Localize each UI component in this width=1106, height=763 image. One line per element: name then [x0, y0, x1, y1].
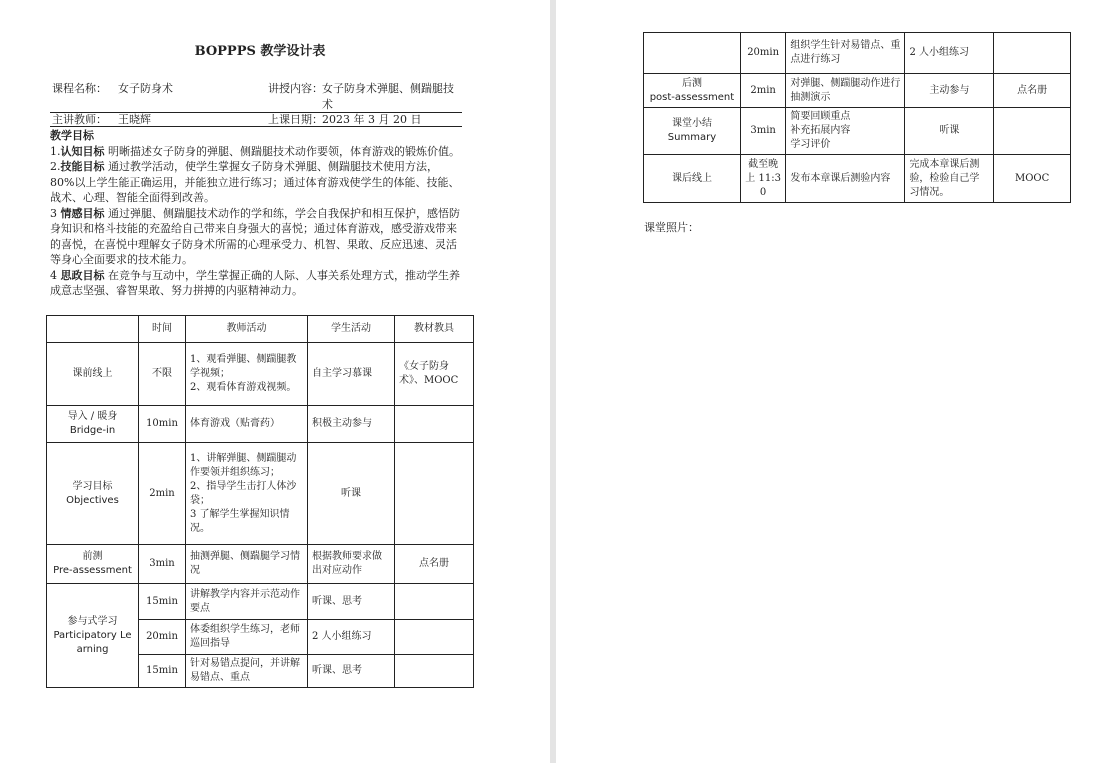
- time-cell: 15min: [139, 655, 186, 688]
- teacher-activity-cell: 1、讲解弹腿、侧踹腿动作要领并组织练习； 2、指导学生击打人体沙袋； 3 了解学生掌握知识情况。: [186, 443, 308, 545]
- material-cell: MOOC: [994, 155, 1071, 203]
- content-value: 女子防身术弹腿、侧踹腿技术: [322, 82, 454, 111]
- objective-2: 2.技能目标 通过教学活动，使学生掌握女子防身术弹腿、侧踹腿技术使用方法，80%以上学生能正确运用，并能独立进行练习；通过体育游戏使学生的体能、技能、战术、心理、智能全面得到改善。: [50, 160, 460, 204]
- objective-1: 1.认知目标 明晰描述女子防身的弹腿、侧踹腿技术动作要领，体育游戏的锻炼价值。: [50, 144, 460, 158]
- stage-cell: 后测 post-assessment: [644, 74, 741, 108]
- header-cell: [47, 316, 139, 343]
- material-cell: [994, 108, 1071, 155]
- table-row: [47, 406, 474, 443]
- date-label: 上课日期：: [268, 113, 323, 126]
- teacher-activity-cell: 对弹腿、侧踹腿动作进行抽测演示: [786, 74, 905, 108]
- material-cell: [994, 33, 1071, 74]
- class-photos-label: 课堂照片：: [644, 221, 699, 234]
- table-row: [47, 545, 474, 584]
- stage-cell: 课前线上: [47, 343, 139, 406]
- teacher-activity-cell: 体委组织学生练习，老师巡回指导: [186, 620, 308, 655]
- teacher-info-row: [50, 111, 462, 127]
- time-cell: 不限: [139, 343, 186, 406]
- student-activity-cell: 根据教师要求做出对应动作: [308, 545, 395, 584]
- teaching-objectives: [50, 128, 462, 299]
- stage-cell: [644, 33, 741, 74]
- table-row: [47, 343, 474, 406]
- time-cell: 2min: [139, 443, 186, 545]
- student-activity-cell: 2 人小组练习: [308, 620, 395, 655]
- date-value: 2023 年 3 月 20 日: [322, 113, 422, 126]
- student-activity-cell: 听课: [905, 108, 994, 155]
- teacher-activity-cell: 体育游戏（贴膏药）: [186, 406, 308, 443]
- header-cell: 教师活动: [186, 316, 308, 343]
- material-cell: 点名册: [994, 74, 1071, 108]
- objective-4: 4 思政目标 在竞争与互动中，学生掌握正确的人际、人事关系处理方式，推动学生养成意志坚强、睿智果敢、努力拼搏的内驱精神动力。: [50, 268, 460, 297]
- stage-cell: 学习目标 Objectives: [47, 443, 139, 545]
- header-cell: 时间: [139, 316, 186, 343]
- document-title: BOPPPS 教学设计表: [194, 44, 326, 59]
- objectives-heading: 教学目标: [50, 129, 94, 142]
- material-cell: [395, 655, 474, 688]
- teacher-activity-cell: 发布本章课后测验内容: [786, 155, 905, 203]
- stage-cell: 课堂小结 Summary: [644, 108, 741, 155]
- stage-cell: 前测 Pre-assessment: [47, 545, 139, 584]
- time-cell: 3min: [740, 108, 785, 155]
- stage-cell: 导入 / 暖身 Bridge-in: [47, 406, 139, 443]
- teacher-activity-cell: 简要回顾重点 补充拓展内容 学习评价: [786, 108, 905, 155]
- time-cell: 截至晚上 11:30: [740, 155, 785, 203]
- student-activity-cell: 听课: [308, 443, 395, 545]
- time-cell: 20min: [139, 620, 186, 655]
- time-cell: 2min: [740, 74, 785, 108]
- table-header-row: [47, 316, 474, 343]
- content-label: 讲授内容：: [268, 82, 323, 95]
- objective-3: 3 情感目标 通过弹腿、侧踹腿技术动作的学和练，学会自我保护和相互保护，感悟防身知识和格斗技能的充盈给自己带来自身强大的喜悦；通过体育游戏，感受游戏带来的喜悦，在喜悦中理解女子防身术所需的心理承受力、机智、果敢、反应迅速、灵活等身心全面要求的技术能力。: [50, 206, 460, 266]
- teacher-activity-cell: 针对易错点提问，并讲解易错点、重点: [186, 655, 308, 688]
- teacher-activity-cell: 组织学生针对易错点、重点进行练习: [786, 33, 905, 74]
- course-name-label: 课程名称：: [52, 82, 107, 95]
- student-activity-cell: 2 人小组练习: [905, 33, 994, 74]
- material-cell: [395, 443, 474, 545]
- time-cell: 10min: [139, 406, 186, 443]
- lesson-plan-table: [46, 315, 474, 688]
- time-cell: 3min: [139, 545, 186, 584]
- lesson-plan-table-continued: [643, 32, 1071, 203]
- time-cell: 20min: [740, 33, 785, 74]
- table-row: [47, 443, 474, 545]
- table-row: [644, 108, 1071, 155]
- material-cell: [395, 620, 474, 655]
- material-cell: 《女子防身术》、MOOC: [395, 343, 474, 406]
- table-row: [644, 74, 1071, 108]
- material-cell: [395, 584, 474, 620]
- course-name-value: 女子防身术: [118, 82, 173, 95]
- stage-cell: 参与式学习 Participatory Learning: [47, 584, 139, 688]
- header-cell: 教材教具: [395, 316, 474, 343]
- teacher-activity-cell: 讲解教学内容并示范动作要点: [186, 584, 308, 620]
- header-cell: 学生活动: [308, 316, 395, 343]
- student-activity-cell: 听课、思考: [308, 584, 395, 620]
- course-info-row: [50, 80, 462, 113]
- student-activity-cell: 听课、思考: [308, 655, 395, 688]
- material-cell: 点名册: [395, 545, 474, 584]
- table-row: [644, 33, 1071, 74]
- teacher-value: 王晓辉: [118, 113, 151, 126]
- teacher-activity-cell: 1、观看弹腿、侧踹腿教学视频； 2、观看体育游戏视频。: [186, 343, 308, 406]
- document-page-left: [0, 0, 550, 763]
- document-page-right: [556, 0, 1106, 763]
- teacher-activity-cell: 抽测弹腿、侧踹腿学习情况: [186, 545, 308, 584]
- student-activity-cell: 主动参与: [905, 74, 994, 108]
- student-activity-cell: 自主学习慕课: [308, 343, 395, 406]
- table-row: [47, 584, 474, 620]
- table-row: [644, 155, 1071, 203]
- student-activity-cell: 积极主动参与: [308, 406, 395, 443]
- student-activity-cell: 完成本章课后测验，检验自己学习情况。: [905, 155, 994, 203]
- time-cell: 15min: [139, 584, 186, 620]
- material-cell: [395, 406, 474, 443]
- teacher-label: 主讲教师：: [52, 113, 107, 126]
- stage-cell: 课后线上: [644, 155, 741, 203]
